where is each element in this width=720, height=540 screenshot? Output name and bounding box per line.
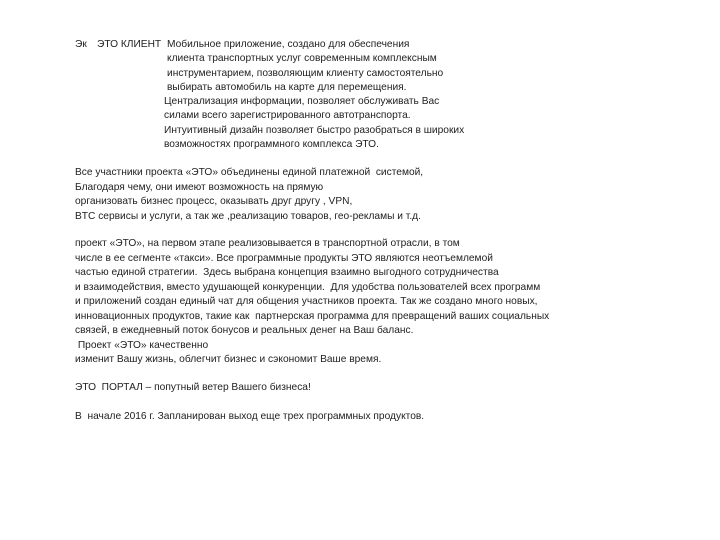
header-prefix: Эк: [75, 39, 87, 50]
paragraph-line: числе в ее сегменте «такси». Все программные продукты ЭТО являются неотъемлемой: [75, 252, 493, 264]
header-line: возможностях программного комплекса ЭТО.: [164, 139, 379, 150]
slogan: ЭТО ПОРТАЛ – попутный ветер Вашего бизнеса!: [75, 382, 311, 393]
header-line: Интуитивный дизайн позволяет быстро разобраться в широких: [164, 124, 465, 136]
paragraph-line: частью единой стратегии. Здесь выбрана концепция взаимно выгодного сотрудничества: [75, 267, 499, 278]
header-line: силами всего зарегистрированного автотранспорта.: [164, 110, 411, 121]
header-line: инструментарием, позволяющим клиенту самостоятельно: [167, 67, 444, 79]
paragraph-line: связей, в ежедневный поток бонусов и реальных денег на Ваш баланс.: [75, 325, 414, 336]
header-line: клиента транспортных услуг современным комплексным: [167, 53, 437, 64]
paragraph-line: изменит Вашу жизнь, облегчит бизнес и сэкономит Ваше время.: [75, 354, 382, 365]
paragraph-line: проект «ЭТО», на первом этапе реализовывается в транспортной отрасли, в том: [75, 238, 460, 249]
paragraph-line: Все участники проекта «ЭТО» объединены единой платежной системой,: [75, 167, 424, 178]
announcement: В начале 2016 г. Запланирован выход еще трех программных продуктов.: [75, 411, 425, 422]
header-line: Мобильное приложение, создано для обеспечения: [167, 39, 410, 50]
paragraph-line: BTC сервисы и услуги, а так же ,реализацию товаров, гео-рекламы и т.д.: [75, 211, 421, 222]
paragraph-line: и взаимодействия, вместо удушающей конкуренции. Для удобства пользователей всех программ: [75, 281, 541, 293]
header-line: Централизация информации, позволяет обслуживать Вас: [164, 96, 440, 107]
paragraph-line: инновационных продуктов, такие как партнерская программа для превращений ваших социальных: [75, 310, 550, 322]
header-label: ЭТО КЛИЕНТ: [97, 39, 162, 50]
header-line: выбирать автомобиль на карте для перемещения.: [167, 82, 407, 93]
paragraph-line: организовать бизнес процесс, оказывать друг другу , VPN,: [75, 196, 353, 207]
paragraph-line: Благодаря чему, они имеют возможность на прямую: [75, 182, 324, 193]
paragraph-line: и приложений создан единый чат для общения участников проекта. Так же создано много новых,: [75, 296, 538, 307]
paragraph-line: Проект «ЭТО» качественно: [75, 339, 209, 351]
